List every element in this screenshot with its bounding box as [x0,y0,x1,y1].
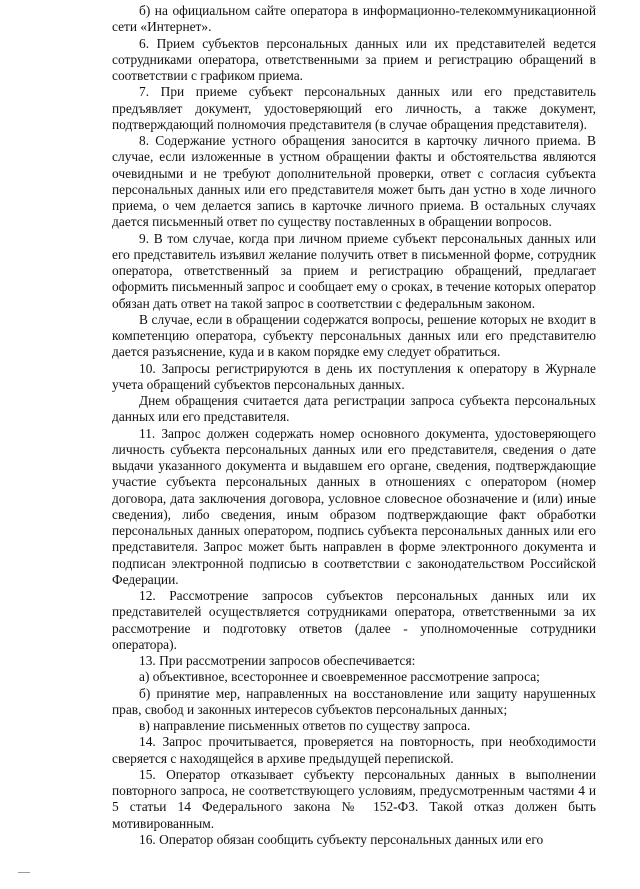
paragraph-11: 11. Запрос должен содержать номер основного документа, удостоверяющего личность субъекта персональных данных или его представителя, сведения о дате выдачи указанного документа и выдавшем его органе, сведения, подтверждающие участие субъекта персональных данных в отношениях с оператором (номер договора, дата заключения договора, условное словесное обозначение и (или) иные сведения), либо сведения, иным образом подтверждающие факт обработки персональных данных оператором, подпись субъекта персональных данных или его представителя. Запрос может быть направлен в форме электронного документа и подписан электронной подписью в соответствии с законодательством Российской Федерации. [112,425,596,587]
paragraph-13c: в) направление письменных ответов по существу запроса. [139,718,471,733]
paragraph-12: 12. Рассмотрение запросов субъектов персональных данных или их представителей осуществляется сотрудниками оператора, ответственными за их рассмотрение и подготовку ответов (далее - уполномоченные сотрудники оператора). [112,588,596,652]
paragraph-8: 8. Содержание устного обращения заносится в карточку личного приема. В случае, если изложенные в устном обращении факты и обстоятельства являются очевидными и не требуют дополнительной проверки, ответ с согласия субъекта персональных данных или его представителя может быть дан устно в ходе личного приема, о чем делается запись в карточке личного приема. В остальных случаях дается письменный ответ по существу поставленных в обращении вопросов. [112,133,596,230]
paragraph-13: 13. При рассмотрении запросов обеспечивается: [139,653,416,668]
margin-mark [18,872,30,873]
document-body [112,3,596,848]
paragraph-6: 6. Прием субъектов персональных данных или их представителей ведется сотрудниками оператора, ответственными за прием и регистрацию обращений в соответствии с графиком приема. [112,35,596,83]
paragraph-13b: б) принятие мер, направленных на восстановление или защиту нарушенных прав, свобод и законных интересов субъектов персональных данных; [112,685,596,717]
paragraph-15: 15. Оператор отказывает субъекту персональных данных в выполнении повторного запроса, не соответствующего условиям, предусмотренным частями 4 и 5 статьи 14 Федерального закона № 152-ФЗ. Такой отказ должен быть мотивированным. [112,766,596,831]
paragraph-16: 16. Оператор обязан сообщить субъекту персональных данных или его [139,831,544,847]
paragraph-13a: а) объективное, всестороннее и своевременное рассмотрение запроса; [139,669,540,685]
paragraph-9-continued: В случае, если в обращении содержатся вопросы, решение которых не входит в компетенцию оператора, субъекту персональных данных или его представителю дается разъяснение, куда и в каком порядке ему следует обратиться. [112,311,596,360]
paragraph-14: 14. Запрос прочитывается, проверяется на повторность, при необходимости сверяется с находящейся в архиве предыдущей перепиской. [112,734,596,766]
paragraph-10: 10. Запросы регистрируются в день их поступления к оператору в Журнале учета обращений субъектов персональных данных. [112,360,596,392]
paragraph-9: 9. В том случае, когда при личном приеме субъект персональных данных или его представитель изъявил желание получить ответ в письменной форме, сотрудник оператора, ответственный за прием и регистрацию обращений, предлагает оформить письменный запрос и сообщает ему о сроках, в течение которых оператор обязан дать ответ на такой запрос в соответствии с федеральным законом. [112,230,596,311]
paragraph-10-continued: Днем обращения считается дата регистрации запроса субъекта персональных данных или его представителя. [112,393,596,425]
paragraph-7: 7. При приеме субъект персональных данных или его представитель предъявляет документ, удостоверяющий его личность, а также документ, подтверждающий полномочия представителя (в случае обращения представителя). [112,84,596,132]
paragraph-5b: б) на официальном сайте оператора в информационно-телекоммуникационной сети «Интернет». [112,3,596,35]
